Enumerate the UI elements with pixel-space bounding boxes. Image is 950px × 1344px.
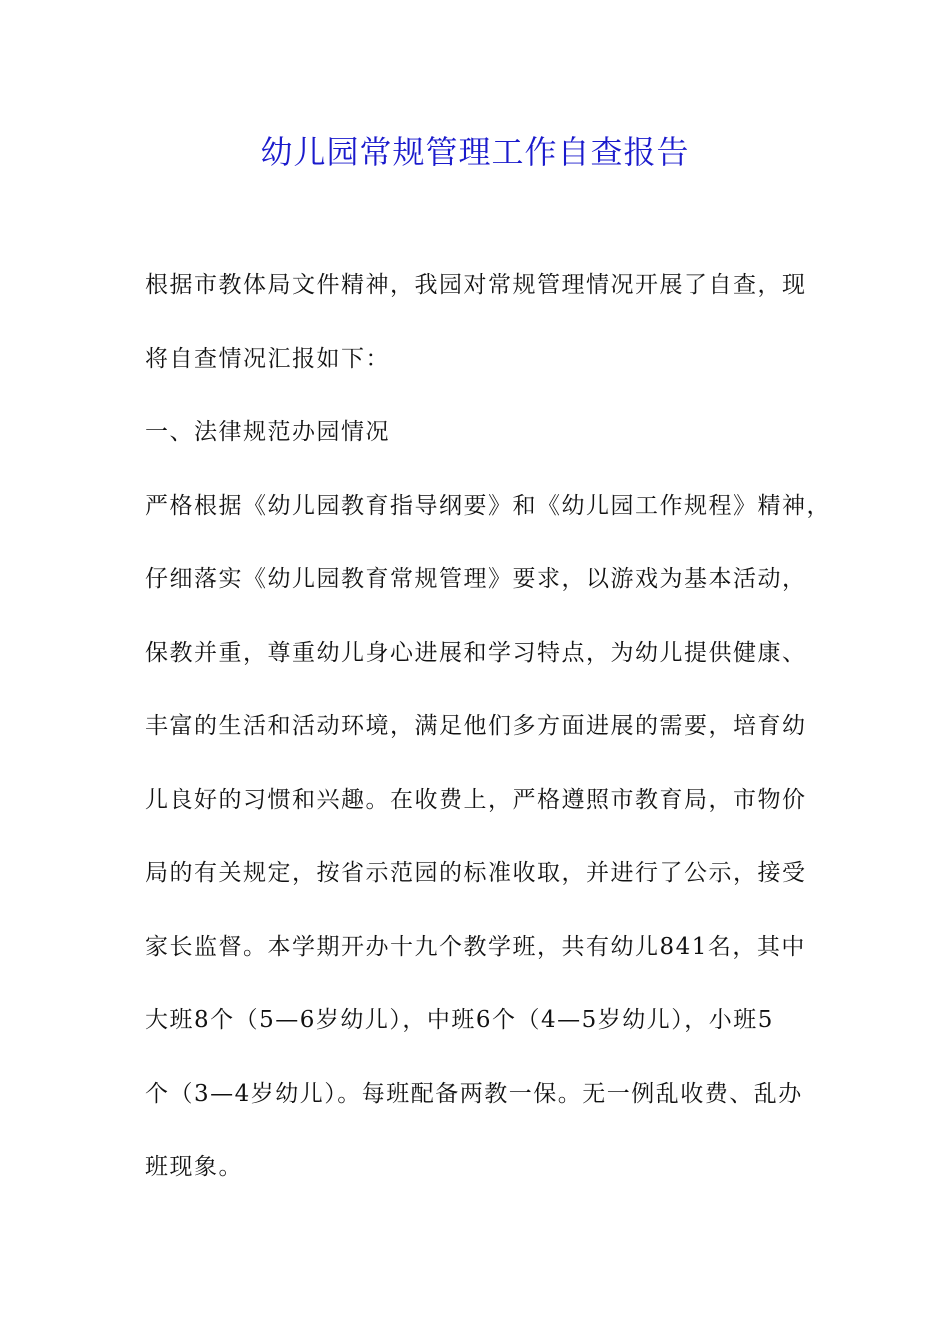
paragraph-line: 大班8个（5—6岁幼儿），中班6个（4—5岁幼儿），小班5 <box>145 1007 774 1033</box>
paragraph-line: 儿良好的习惯和兴趣。在收费上，严格遵照市教育局，市物价 <box>145 786 807 813</box>
paragraph-line: 局的有关规定，按省示范园的标准收取，并进行了公示，接受 <box>145 860 807 886</box>
document-title: 幼儿园常规管理工作自查报告 <box>260 133 690 171</box>
paragraph-line: 家长监督。本学期开办十九个教学班，共有幼儿841名，其中 <box>145 933 806 960</box>
paragraph-line: 仔细落实《幼儿园教育常规管理》要求，以游戏为基本活动， <box>145 566 807 592</box>
paragraph-line: 丰富的生活和活动环境，满足他们多方面进展的需要，培育幼 <box>145 713 807 739</box>
paragraph-line: 班现象。 <box>145 1154 243 1180</box>
section-heading: 一、法律规范办园情况 <box>145 419 390 445</box>
document-body <box>145 262 845 1218</box>
paragraph-line: 个（3—4岁幼儿）。每班配备两教一保。无一例乱收费、乱办 <box>145 1080 803 1107</box>
paragraph-line: 根据市教体局文件精神，我园对常规管理情况开展了自查，现 <box>145 272 807 298</box>
paragraph-line: 保教并重，尊重幼儿身心进展和学习特点，为幼儿提供健康、 <box>145 639 807 666</box>
paragraph-line: 将自查情况汇报如下： <box>145 345 390 372</box>
paragraph-line: 严格根据《幼儿园教育指导纲要》和《幼儿园工作规程》精神， <box>145 492 831 519</box>
